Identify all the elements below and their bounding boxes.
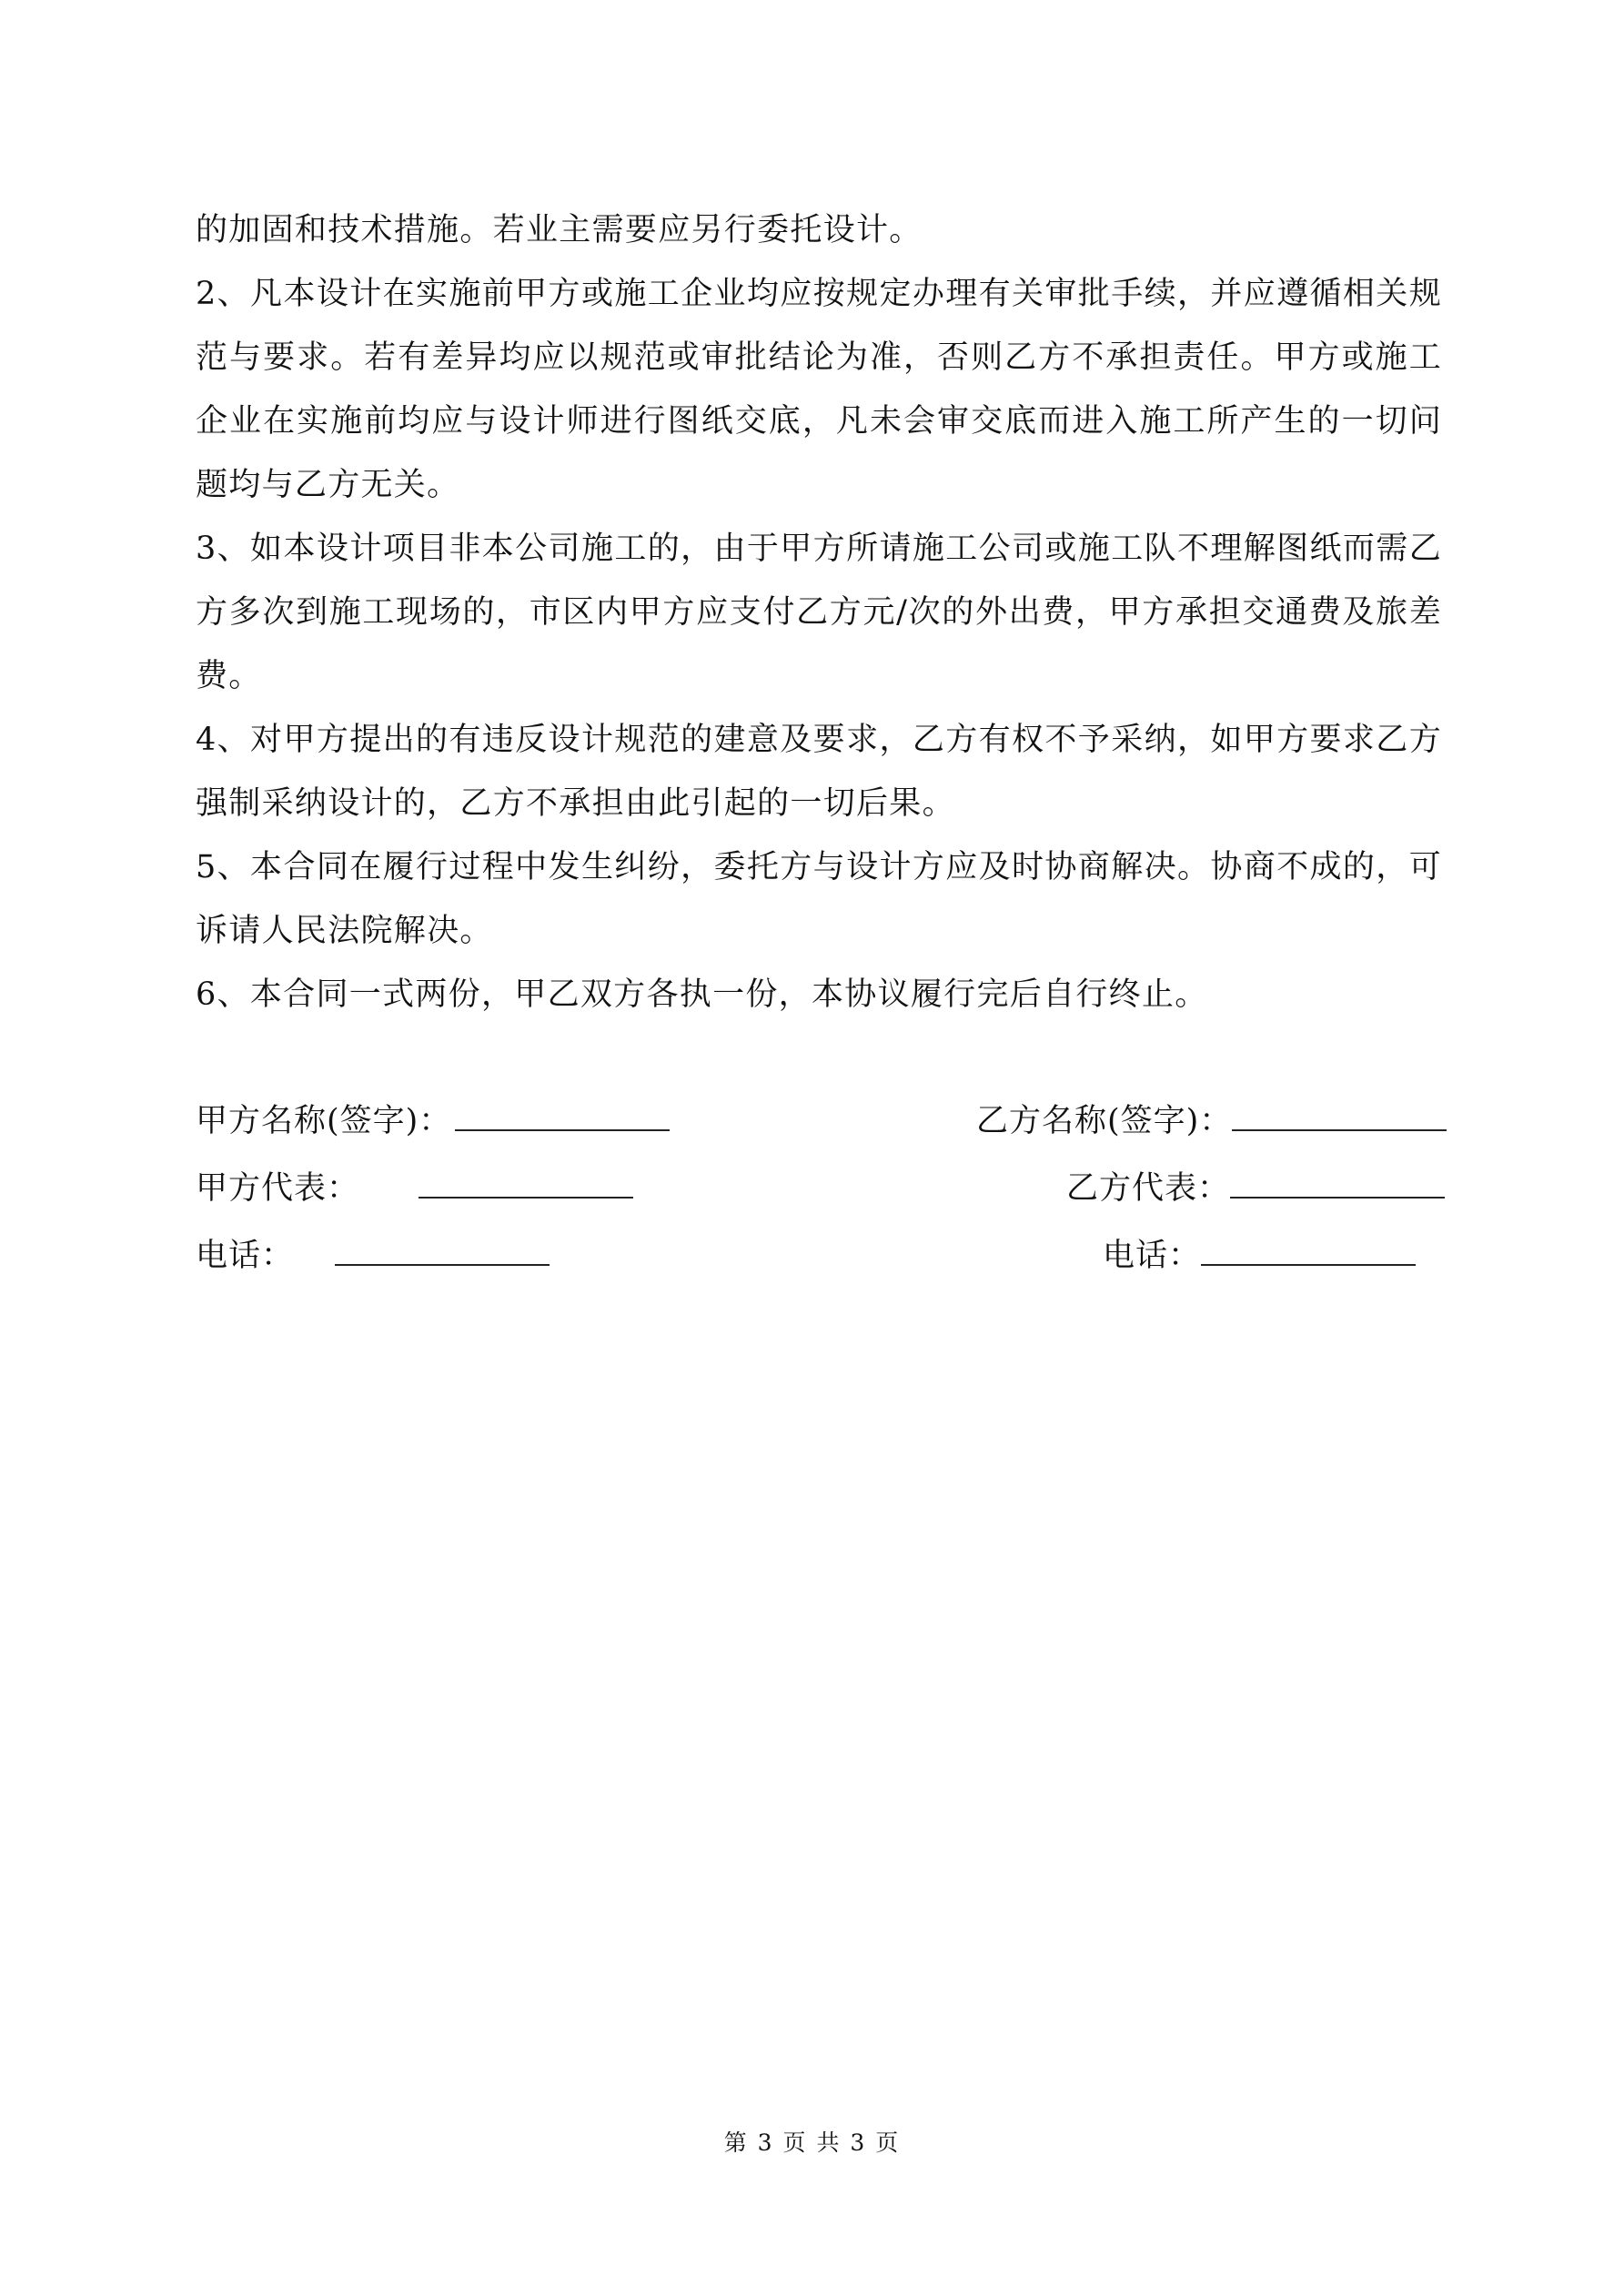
party-a-rep-row [196, 1168, 633, 1209]
party-b-rep-label: 乙方代表： [1066, 1170, 1231, 1207]
party-b-name-label: 乙方名称(签字)： [976, 1103, 1233, 1139]
party-b-rep-signature-line[interactable] [1230, 1169, 1445, 1199]
paragraph-continuation: 的加固和技术措施。若业主需要应另行委托设计。 [196, 212, 923, 248]
party-a-name-row [196, 1101, 670, 1141]
party-a-phone-label: 电话： [196, 1238, 295, 1274]
party-a-rep-label: 甲方代表： [196, 1170, 360, 1207]
party-b-name-row [976, 1101, 1447, 1141]
party-b-phone-row [1103, 1236, 1416, 1276]
paragraph-clause-2: 2、凡本设计在实施前甲方或施工企业均应按规定办理有关审批手续，并应遵循相关规范与要求。若有差异均应以规范或审批结论为准，否则乙方不承担责任。甲方或施工企业在实施前均应与设计师进行图纸交底，凡未会审交底而进入施工所产生的一切问题均与乙方无关。 [196, 276, 1442, 503]
party-b-phone-label: 电话： [1103, 1238, 1202, 1274]
party-a-phone-line[interactable] [335, 1237, 550, 1266]
paragraph-clause-5: 5、本合同在履行过程中发生纠纷，委托方与设计方应及时协商解决。协商不成的，可诉请人民法院解决。 [196, 849, 1442, 949]
paragraph-clause-3: 3、如本设计项目非本公司施工的，由于甲方所请施工公司或施工队不理解图纸而需乙方多次到施工现场的，市区内甲方应支付乙方元/次的外出费，甲方承担交通费及旅差费。 [196, 531, 1442, 694]
paragraph-clause-6: 6、本合同一式两份，甲乙双方各执一份，本协议履行完后自行终止。 [196, 976, 1208, 1013]
paragraph-clause-4: 4、对甲方提出的有违反设计规范的建意及要求，乙方有权不予采纳，如甲方要求乙方强制采纳设计的，乙方不承担由此引起的一切后果。 [196, 722, 1442, 822]
page-footer: 第 3 页 共 3 页 [723, 2129, 901, 2156]
party-a-name-signature-line[interactable] [455, 1102, 670, 1131]
party-b-phone-line[interactable] [1201, 1237, 1416, 1266]
party-b-name-signature-line[interactable] [1232, 1102, 1447, 1131]
party-a-rep-signature-line[interactable] [419, 1169, 633, 1199]
party-a-phone-row [196, 1236, 550, 1276]
contract-body [196, 198, 1442, 1027]
party-b-rep-row [1066, 1168, 1445, 1209]
party-a-name-label: 甲方名称(签字)： [196, 1103, 452, 1139]
